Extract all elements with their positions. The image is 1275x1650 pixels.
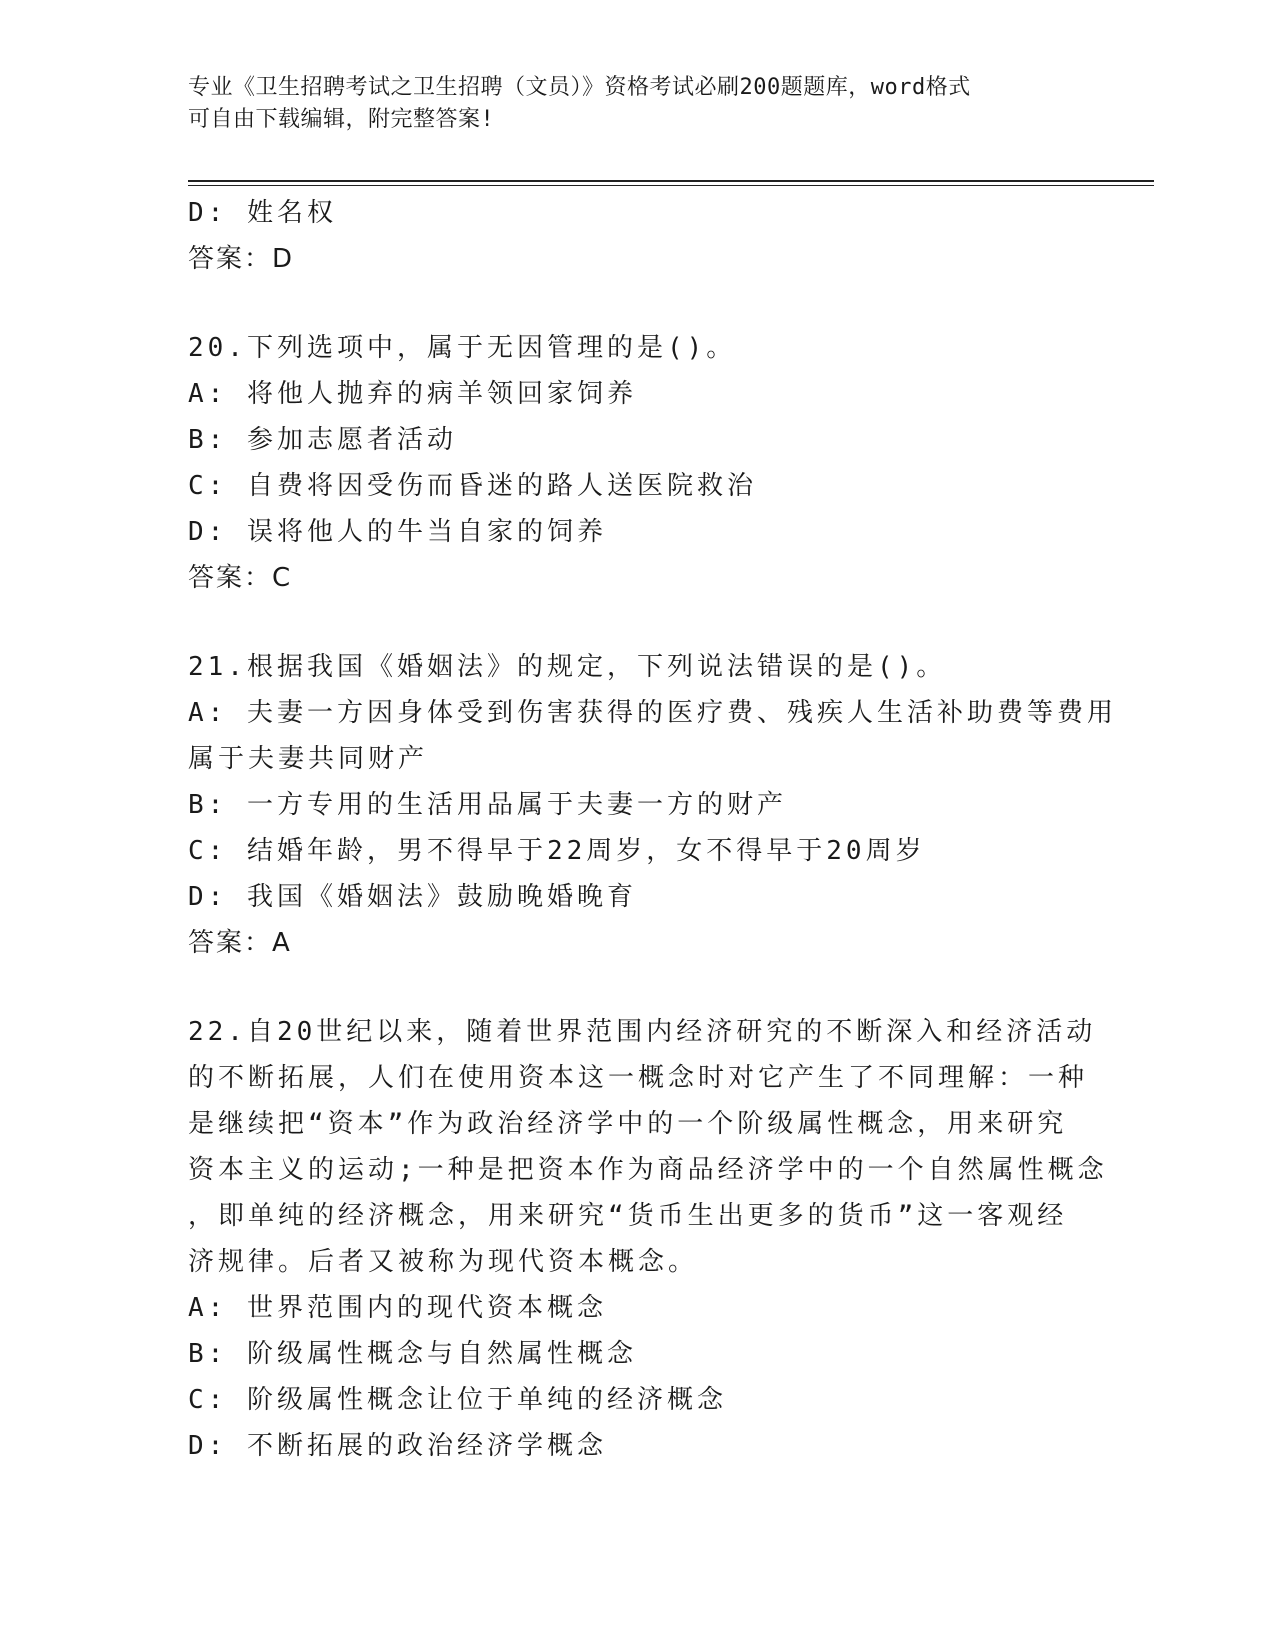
question-stem: ，即单纯的经济概念，用来研究“货币生出更多的货币”这一客观经 <box>188 1201 1068 1231</box>
question-stem: 济规律。后者又被称为现代资本概念。 <box>188 1247 699 1277</box>
header-title-line1: 专业《卫生招聘考试之卫生招聘（文员）》资格考试必刷200题题库，word格式 <box>188 75 971 100</box>
option-a: A: 将他人抛弃的病羊领回家饲养 <box>188 379 637 409</box>
question-stem: 20.下列选项中，属于无因管理的是()。 <box>188 333 737 363</box>
question-stem: 的不断拓展，人们在使用资本这一概念时对它产生了不同理解：一种 <box>188 1063 1089 1093</box>
option-c: C: 阶级属性概念让位于单纯的经济概念 <box>188 1385 727 1415</box>
spacer <box>188 966 1088 1009</box>
answer-label: 答案：C <box>188 563 293 593</box>
spacer <box>188 282 1088 325</box>
option-a-continued: 属于夫妻共同财产 <box>188 744 429 774</box>
option-c: C: 结婚年龄，男不得早于22周岁，女不得早于20周岁 <box>188 836 926 866</box>
answer-label: 答案：A <box>188 928 292 958</box>
option-b: B: 一方专用的生活用品属于夫妻一方的财产 <box>188 790 787 820</box>
option-d: D: 我国《婚姻法》鼓励晚婚晚育 <box>188 882 637 912</box>
page-header <box>188 72 1068 136</box>
option-d: D: 不断拓展的政治经济学概念 <box>188 1431 607 1461</box>
option-c: C: 自费将因受伤而昏迷的路人送医院救治 <box>188 471 757 501</box>
option-b: B: 参加志愿者活动 <box>188 425 457 455</box>
question-stem: 是继续把“资本”作为政治经济学中的一个阶级属性概念，用来研究 <box>188 1109 1068 1139</box>
header-divider-thin <box>188 185 1154 186</box>
option-b: B: 阶级属性概念与自然属性概念 <box>188 1339 637 1369</box>
question-stem: 21.根据我国《婚姻法》的规定，下列说法错误的是()。 <box>188 652 947 682</box>
spacer <box>188 601 1088 644</box>
question-list <box>188 190 1117 1469</box>
header-divider-thick <box>188 180 1154 182</box>
header-title-line2: 可自由下载编辑，附完整答案! <box>188 107 495 132</box>
option-d: D: 误将他人的牛当自家的饲养 <box>188 517 607 547</box>
option-a: A: 夫妻一方因身体受到伤害获得的医疗费、残疾人生活补助费等费用 <box>188 698 1117 728</box>
question-stem: 22.自20世纪以来，随着世界范围内经济研究的不断深入和经济活动 <box>188 1017 1097 1047</box>
question-stem: 资本主义的运动;一种是把资本作为商品经济学中的一个自然属性概念 <box>188 1155 1108 1185</box>
option-d: D: 姓名权 <box>188 198 337 228</box>
option-a: A: 世界范围内的现代资本概念 <box>188 1293 607 1323</box>
answer-label: 答案：D <box>188 244 295 274</box>
